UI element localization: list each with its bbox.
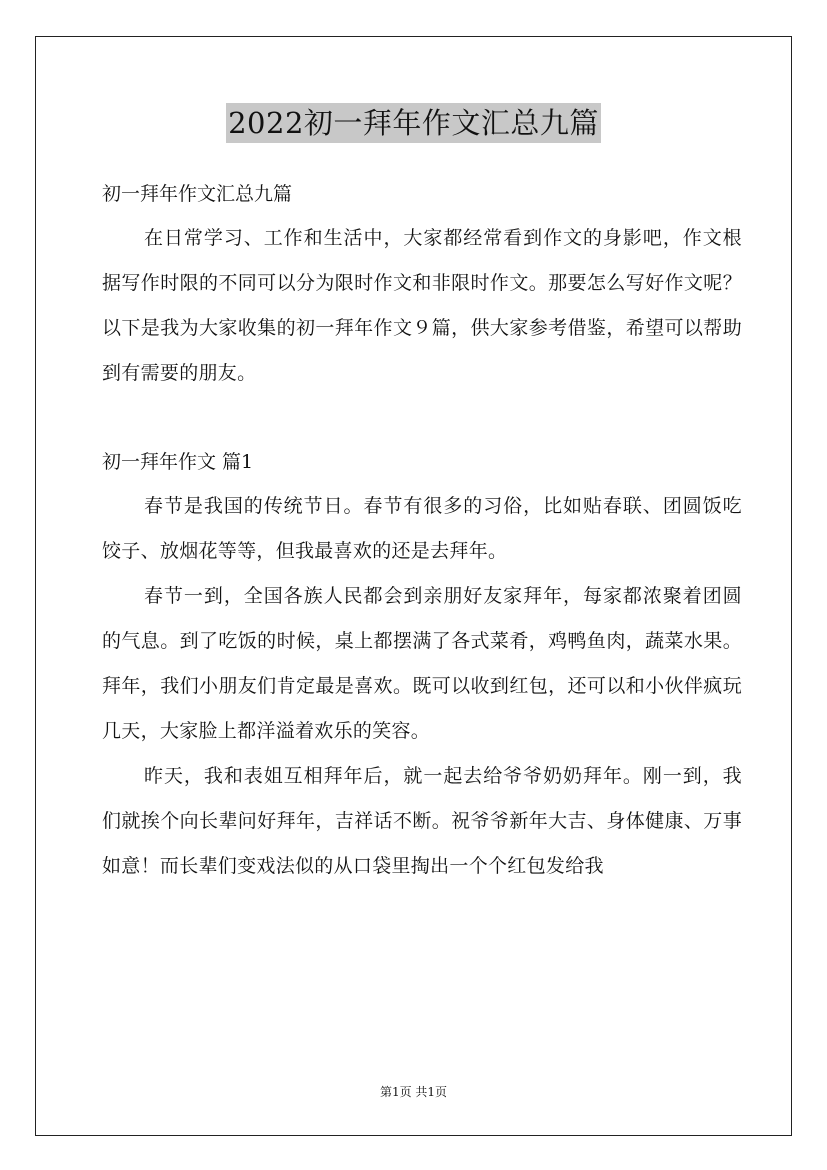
document-body (102, 172, 742, 889)
body-paragraph-3: 昨天，我和表姐互相拜年后，就一起去给爷爷奶奶拜年。刚一到，我们就挨个向长辈问好拜年，吉祥话不断。祝爷爷新年大吉、身体健康、万事如意！而长辈们变戏法似的从口袋里掏出一个个红包发给我 (102, 765, 742, 877)
body-paragraph-1: 春节是我国的传统节日。春节有很多的习俗，比如贴春联、团圆饭吃饺子、放烟花等等，但我最喜欢的还是去拜年。 (102, 495, 742, 562)
section-spacer (102, 396, 742, 440)
section-heading: 初一拜年作文 篇1 (102, 451, 254, 473)
intro-paragraph: 在日常学习、工作和生活中，大家都经常看到作文的身影吧，作文根据写作时限的不同可以分为限时作文和非限时作文。那要怎么写好作文呢？以下是我为大家收集的初一拜年作文９篇，供大家参考借鉴，希望可以帮助到有需要的朋友。 (102, 227, 742, 384)
document-title: 2022初一拜年作文汇总九篇 (226, 103, 601, 143)
page-footer: 第1页 共1页 (379, 1085, 448, 1099)
document-subtitle: 初一拜年作文汇总九篇 (102, 183, 293, 205)
title-container (0, 103, 827, 143)
body-paragraph-2: 春节一到，全国各族人民都会到亲朋好友家拜年，每家都浓聚着团圆的气息。到了吃饭的时候，桌上都摆满了各式菜肴，鸡鸭鱼肉，蔬菜水果。拜年，我们小朋友们肯定最是喜欢。既可以收到红包，还可以和小伙伴疯玩几天，大家脸上都洋溢着欢乐的笑容。 (102, 585, 742, 742)
